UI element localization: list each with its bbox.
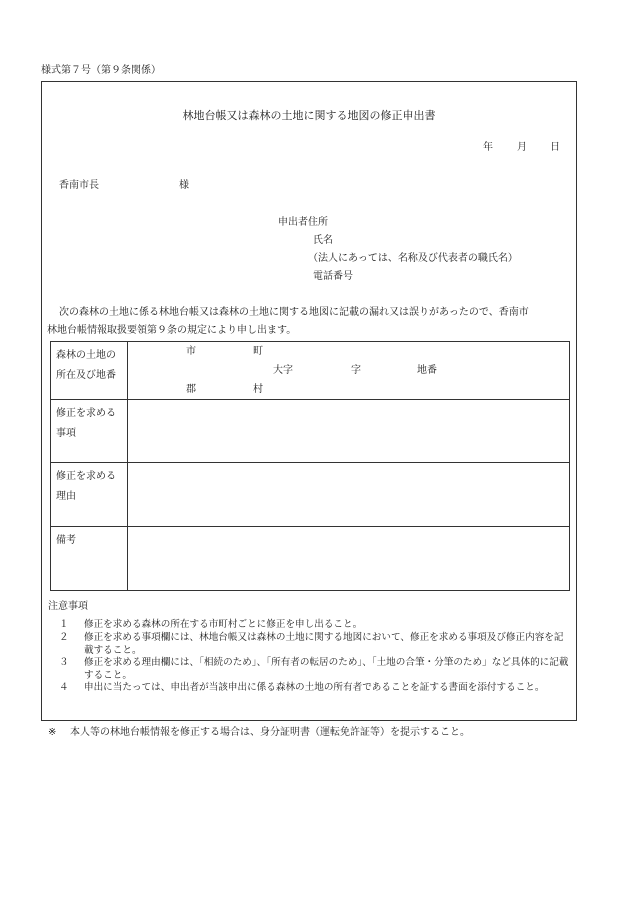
location-label-cell — [51, 342, 128, 400]
remarks-label-cell — [51, 527, 128, 591]
note-number: １ — [59, 619, 69, 630]
reason-label-line2: 理由 — [56, 491, 76, 502]
reason-input-cell[interactable] — [128, 463, 570, 527]
form-title: 林地台帳又は森林の土地に関する地図の修正申出書 — [182, 109, 436, 122]
location-aza-label: 字 — [351, 365, 361, 376]
body-text-line1: 次の森林の土地に係る林地台帳又は森林の土地に関する地図に記載の漏れ又は誤りがあったので、香南市 — [59, 307, 529, 318]
footer-text: 本人等の林地台帳情報を修正する場合は、身分証明書（運転免許証等）を提示すること。 — [70, 727, 470, 738]
location-village-label: 村 — [253, 384, 263, 395]
location-gun-label: 郡 — [186, 384, 196, 395]
location-oaza-label: 大字 — [273, 365, 293, 376]
note-number: ３ — [59, 657, 69, 668]
location-town-label: 町 — [253, 346, 263, 357]
applicant-address-label: 申出者住所 — [278, 217, 328, 228]
matter-row — [51, 400, 570, 463]
note-text: 修正を求める森林の所在する市町村ごとに修正を申し出ること。 — [84, 619, 363, 630]
remarks-input-cell[interactable] — [128, 527, 570, 591]
form-number: 様式第７号（第９条関係） — [41, 65, 161, 76]
location-label-line1: 森林の土地の — [56, 350, 116, 361]
matter-label-line1: 修正を求める — [56, 408, 116, 419]
notes-heading: 注意事項 — [48, 601, 88, 612]
note-number: ４ — [59, 682, 69, 693]
application-table — [50, 341, 570, 591]
matter-label-cell — [51, 400, 128, 463]
remarks-row — [51, 527, 570, 591]
reason-label-cell — [51, 463, 128, 527]
addressee-name: 香南市長 — [59, 180, 99, 191]
applicant-name-label: 氏名 — [313, 235, 333, 246]
applicant-corporate-note: （法人にあっては、名称及び代表者の職氏名） — [308, 253, 518, 264]
note-text: 申出に当たっては、申出者が当該申出に係る森林の土地の所有者であることを証する書面を添付すること。 — [84, 682, 545, 693]
location-chiban-label: 地番 — [417, 365, 437, 376]
reason-row — [51, 463, 570, 527]
form-container — [41, 81, 577, 721]
reason-label-line1: 修正を求める — [56, 471, 116, 482]
applicant-phone-label: 電話番号 — [313, 271, 353, 282]
date-day-label: 日 — [550, 142, 560, 153]
location-city-label: 市 — [186, 346, 196, 357]
matter-input-cell[interactable] — [128, 400, 570, 463]
note-number: ２ — [59, 632, 69, 643]
footer-mark: ※ — [48, 727, 57, 738]
location-row — [51, 342, 570, 400]
location-label-line2: 所在及び地番 — [56, 370, 116, 381]
addressee-honorific: 様 — [179, 180, 189, 191]
date-month-label: 月 — [517, 142, 527, 153]
location-input-cell[interactable] — [128, 342, 570, 400]
note-text: 修正を求める理由欄には、「相続のため」、「所有者の転居のため」、「土地の合筆・分筆のため」など具体的に記載すること。 — [84, 657, 569, 681]
note-text: 修正を求める事項欄には、林地台帳又は森林の土地に関する地図において、修正を求める事項及び修正内容を記載すること。 — [84, 632, 564, 656]
remarks-label: 備考 — [56, 535, 76, 546]
date-year-label: 年 — [483, 142, 493, 153]
body-text-line2: 林地台帳情報取扱要領第９条の規定により申し出ます。 — [47, 325, 297, 336]
matter-label-line2: 事項 — [56, 428, 76, 439]
